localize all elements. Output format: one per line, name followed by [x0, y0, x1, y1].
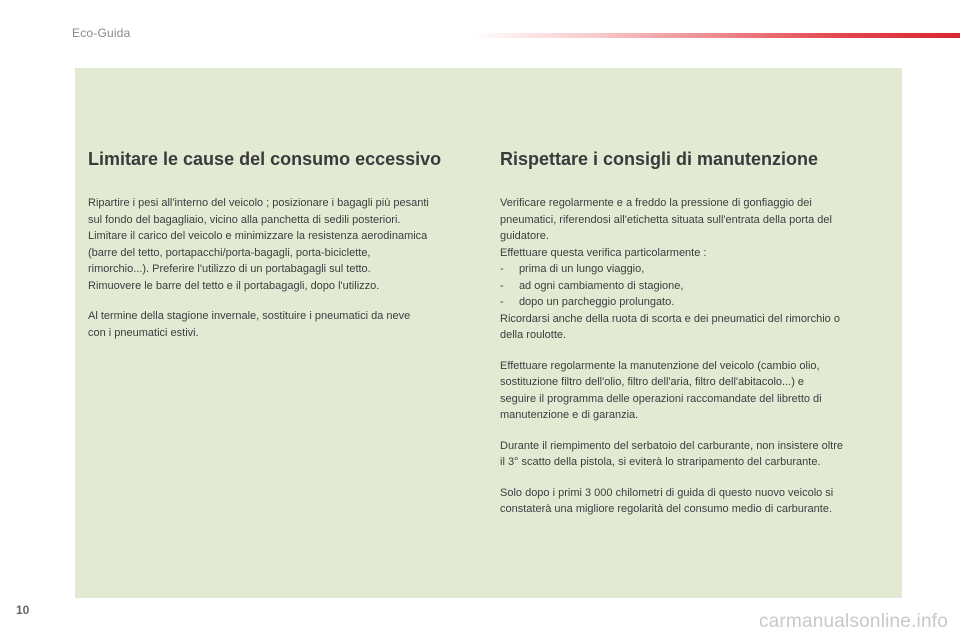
right-paragraph — [500, 358, 892, 424]
paragraph-line: constaterà una migliore regolarità del consumo medio di carburante. — [500, 503, 833, 515]
paragraph-line: Solo dopo i primi 3 000 chilometri di guida di questo nuovo veicolo si — [500, 486, 834, 499]
list-item: - ad ogni cambiamento di stagione, — [500, 279, 684, 292]
page-number: 10 — [16, 603, 30, 617]
paragraph-line: con i pneumatici estivi. — [88, 326, 199, 339]
paragraph-line: della roulotte. — [500, 329, 567, 341]
right-paragraph — [500, 195, 892, 344]
header-accent-rule — [470, 33, 960, 38]
paragraph-line: Effettuare questa verifica particolarmente : — [500, 246, 707, 259]
left-column-title: Limitare le cause del consumo eccessivo — [88, 149, 442, 169]
paragraph-line: Ricordarsi anche della ruota di scorta e dei pneumatici del rimorchio o — [500, 312, 840, 325]
left-paragraph — [88, 195, 480, 294]
content-panel — [75, 68, 902, 598]
paragraph-line: il 3° scatto della pistola, si eviterà lo straripamento del carburante. — [500, 456, 821, 468]
right-column-title: Rispettare i consigli di manutenzione — [500, 149, 819, 169]
paragraph-line: Verificare regolarmente e a freddo la pressione di gonfiaggio dei — [500, 197, 812, 209]
paragraph-line: sul fondo del bagagliaio, vicino alla panchetta di sedili posteriori. — [88, 213, 401, 226]
list-item: - prima di un lungo viaggio, — [500, 263, 645, 275]
list-item: - dopo un parcheggio prolungato. — [500, 296, 675, 308]
paragraph-line: Durante il riempimento del serbatoio del carburante, non insistere oltre — [500, 439, 844, 452]
section-label: Eco-Guida — [72, 26, 131, 40]
right-paragraph — [500, 485, 892, 518]
paragraph-line: Rimuovere le barre del tetto e il portabagagli, dopo l'utilizzo. — [88, 279, 380, 292]
paragraph-line: seguire il programma delle operazioni raccomandate del libretto di — [500, 392, 822, 405]
paragraph-line: Al termine della stagione invernale, sostituire i pneumatici da neve — [88, 310, 411, 322]
right-paragraph — [500, 438, 892, 471]
paragraph-line: Limitare il carico del veicolo e minimizzare la resistenza aerodinamica — [88, 230, 428, 242]
right-column — [500, 148, 892, 532]
paragraph-line: Effettuare regolarmente la manutenzione del veicolo (cambio olio, — [500, 359, 820, 372]
watermark-text: carmanualsonline.info — [758, 611, 948, 632]
paragraph-line: (barre del tetto, portapacchi/porta-bagagli, porta-biciclette, — [88, 246, 371, 259]
paragraph-line: sostituzione filtro dell'olio, filtro dell'aria, filtro dell'abitacolo...) e — [500, 376, 805, 388]
paragraph-line: manutenzione e di garanzia. — [500, 409, 639, 421]
paragraph-line: guidatore. — [500, 230, 549, 242]
paragraph-line: rimorchio...). Preferire l'utilizzo di un portabagagli sul tetto. — [88, 263, 371, 275]
left-paragraph — [88, 308, 480, 341]
paragraph-line: Ripartire i pesi all'interno del veicolo ; posizionare i bagagli più pesanti — [88, 197, 429, 209]
paragraph-line: pneumatici, riferendosi all'etichetta situata sull'entrata della porta del — [500, 213, 832, 226]
left-column — [88, 148, 480, 355]
